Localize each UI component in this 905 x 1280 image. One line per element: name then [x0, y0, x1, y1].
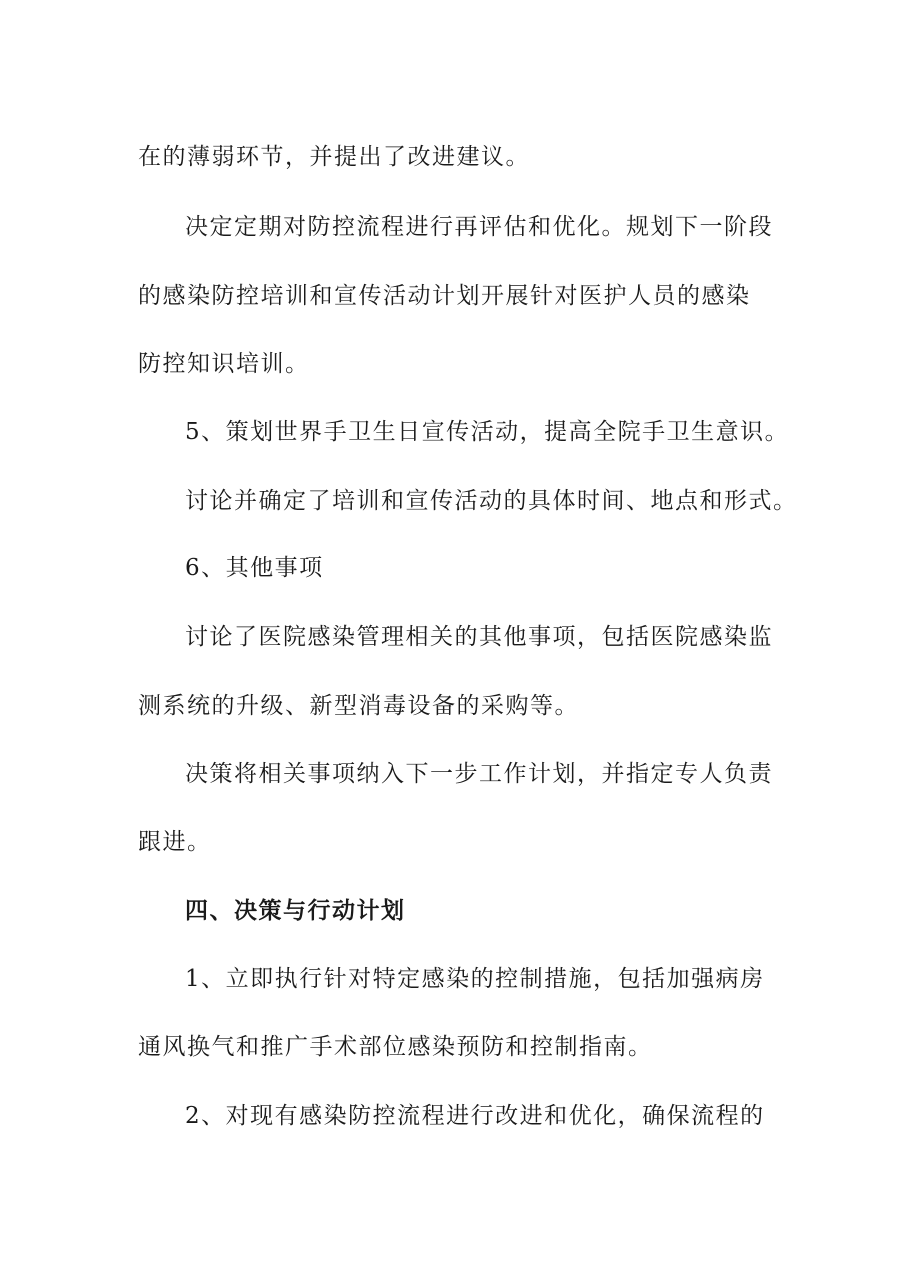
paragraph-line: 的感染防控培训和宣传活动计划开展针对医护人员的感染	[138, 283, 751, 309]
action-item-2: 2、对现有感染防控流程进行改进和优化，确保流程的	[185, 1103, 765, 1129]
paragraph-line: 决策将相关事项纳入下一步工作计划，并指定专人负责	[185, 761, 773, 787]
paragraph-line: 测系统的升级、新型消毒设备的采购等。	[138, 693, 579, 719]
paragraph-line: 通风换气和推广手术部位感染预防和控制指南。	[138, 1034, 653, 1060]
paragraph-line: 在的薄弱环节，并提出了改进建议。	[138, 144, 530, 170]
section-item-5: 5、策划世界手卫生日宣传活动，提高全院手卫生意识。	[185, 419, 790, 445]
section-item-6: 6、其他事项	[185, 555, 324, 581]
paragraph-line: 跟进。	[138, 829, 212, 855]
paragraph-line: 防控知识培训。	[138, 351, 310, 377]
section-heading: 四、决策与行动计划	[185, 897, 406, 924]
paragraph-line: 决定定期对防控流程进行再评估和优化。规划下一阶段	[185, 214, 773, 240]
action-item-1: 1、立即执行针对特定感染的控制措施，包括加强病房	[185, 966, 765, 992]
paragraph-line: 讨论了医院感染管理相关的其他事项，包括医院感染监	[185, 624, 773, 650]
paragraph-line: 讨论并确定了培训和宣传活动的具体时间、地点和形式。	[185, 488, 798, 514]
